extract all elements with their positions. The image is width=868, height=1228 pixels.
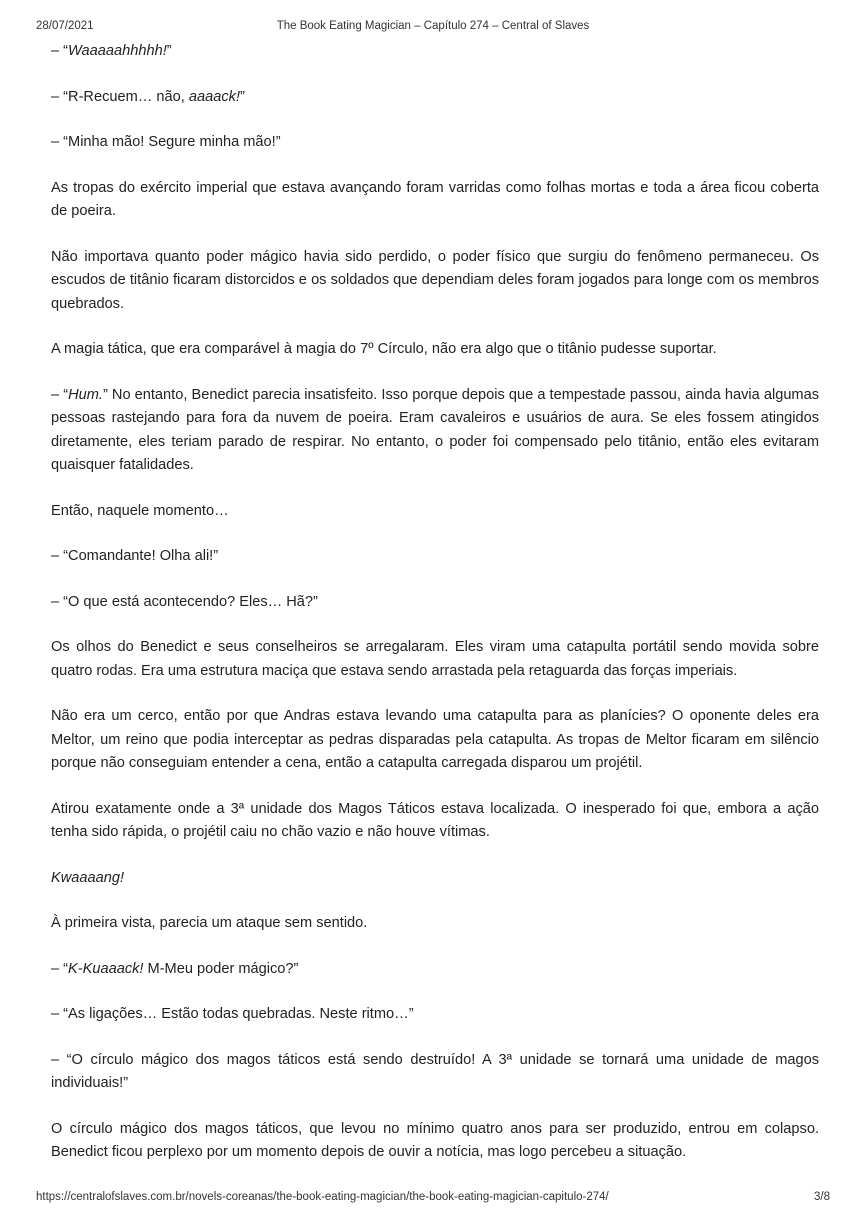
print-footer bbox=[36, 1191, 830, 1207]
text-run: Não importava quanto poder mágico havia sido perdido, o poder físico que surgiu do fenômeno permaneceu. Os escudos de titânio ficaram distorcidos e os soldados que dependiam deles foram jogados para longe com os membros quebrados. bbox=[51, 248, 819, 312]
text-run: À primeira vista, parecia um ataque sem sentido. bbox=[51, 915, 368, 931]
page-url-link[interactable]: https://centralofslaves.com.br/novels-coreanas/the-book-eating-magician/the-book-eating-magician-capitulo-274/ bbox=[36, 1191, 609, 1203]
chapter-text bbox=[51, 40, 819, 1187]
sound-effect-line bbox=[51, 867, 819, 891]
narrative-paragraph bbox=[51, 705, 819, 776]
narrative-paragraph bbox=[51, 798, 819, 845]
text-run: – “Comandante! Olha ali!” bbox=[51, 548, 219, 564]
narrative-paragraph bbox=[51, 636, 819, 683]
text-run: – “ bbox=[51, 960, 69, 977]
text-run: A magia tática, que era comparável à magia do 7º Círculo, não era algo que o titânio pudesse suportar. bbox=[51, 341, 717, 357]
italic-text: Waaaaahhhhh! bbox=[68, 43, 167, 59]
print-header bbox=[36, 20, 830, 36]
italic-text: Hum. bbox=[68, 386, 103, 403]
text-run: – “O círculo mágico dos magos táticos está sendo destruído! A 3ª unidade se tornará uma unidade de magos individuais!” bbox=[51, 1051, 819, 1091]
narrative-paragraph bbox=[51, 1118, 819, 1165]
narrative-paragraph bbox=[51, 246, 819, 317]
italic-text: aaaack! bbox=[188, 88, 241, 105]
dialogue-line bbox=[51, 40, 819, 64]
text-run: ” bbox=[240, 88, 245, 105]
dialogue-line bbox=[51, 958, 819, 982]
print-date: 28/07/2021 bbox=[36, 20, 94, 32]
dialogue-line bbox=[51, 1003, 819, 1027]
text-run: Os olhos do Benedict e seus conselheiros se arregalaram. Eles viram uma catapulta portátil sendo movida sobre quatro rodas. Era uma estrutura maciça que estava sendo arrastada pela retaguarda das forças imperiais. bbox=[51, 639, 819, 679]
text-run: – “R-Recuem… não, bbox=[51, 88, 189, 105]
narrative-paragraph bbox=[51, 177, 819, 224]
text-run: – “ bbox=[51, 386, 69, 403]
narrative-paragraph bbox=[51, 338, 819, 362]
narrative-paragraph bbox=[51, 384, 819, 478]
text-run: Atirou exatamente onde a 3ª unidade dos Magos Táticos estava localizada. O inesperado foi que, embora a ação tenha sido rápida, o projétil caiu no chão vazio e não houve vítimas. bbox=[51, 800, 819, 840]
dialogue-line bbox=[51, 545, 819, 569]
text-run: Então, naquele momento… bbox=[51, 502, 229, 519]
page-number: 3/8 bbox=[814, 1191, 830, 1203]
italic-text: Kwaaaang! bbox=[51, 869, 125, 886]
dialogue-line bbox=[51, 1049, 819, 1096]
text-run: As tropas do exército imperial que estava avançando foram varridas como folhas mortas e toda a área ficou coberta de poeira. bbox=[51, 179, 819, 219]
text-run: ” No entanto, Benedict parecia insatisfeito. Isso porque depois que a tempestade passou, ainda havia algumas pessoas rastejando para fora da nuvem de poeira. Eram cavaleiros e usuários de aura. Se eles fossem atingidos diretamente, eles teriam parado de respirar. No entanto, o poder foi compensado pelo titânio, então eles evitaram quaisquer fatalidades. bbox=[51, 386, 820, 473]
text-run: ” bbox=[166, 43, 172, 59]
dialogue-line bbox=[51, 131, 819, 155]
narrative-paragraph bbox=[51, 500, 819, 524]
document-title: The Book Eating Magician – Capítulo 274 – Central of Slaves bbox=[276, 20, 590, 32]
italic-text: K-Kuaaack! bbox=[68, 960, 144, 977]
text-run: – “Minha mão! Segure minha mão!” bbox=[51, 134, 281, 150]
text-run: M-Meu poder mágico?” bbox=[143, 960, 299, 977]
dialogue-line bbox=[51, 86, 819, 110]
dialogue-line bbox=[51, 591, 819, 615]
text-run: Não era um cerco, então por que Andras estava levando uma catapulta para as planícies? O oponente deles era Meltor, um reino que podia interceptar as pedras disparadas pela catapulta. As tropas de Meltor ficaram em silêncio porque não conseguiam entender a cena, então a catapulta carregada disparou um projétil. bbox=[51, 708, 819, 771]
narrative-paragraph bbox=[51, 912, 819, 936]
text-run: – “ bbox=[51, 43, 69, 59]
text-run: O círculo mágico dos magos táticos, que levou no mínimo quatro anos para ser produzido, entrou em colapso. Benedict ficou perplexo por um momento depois de ouvir a notícia, mas logo percebeu a situação. bbox=[51, 1120, 819, 1160]
text-run: – “As ligações… Estão todas quebradas. Neste ritmo…” bbox=[51, 1006, 414, 1022]
text-run: – “O que está acontecendo? Eles… Hã?” bbox=[51, 593, 318, 610]
